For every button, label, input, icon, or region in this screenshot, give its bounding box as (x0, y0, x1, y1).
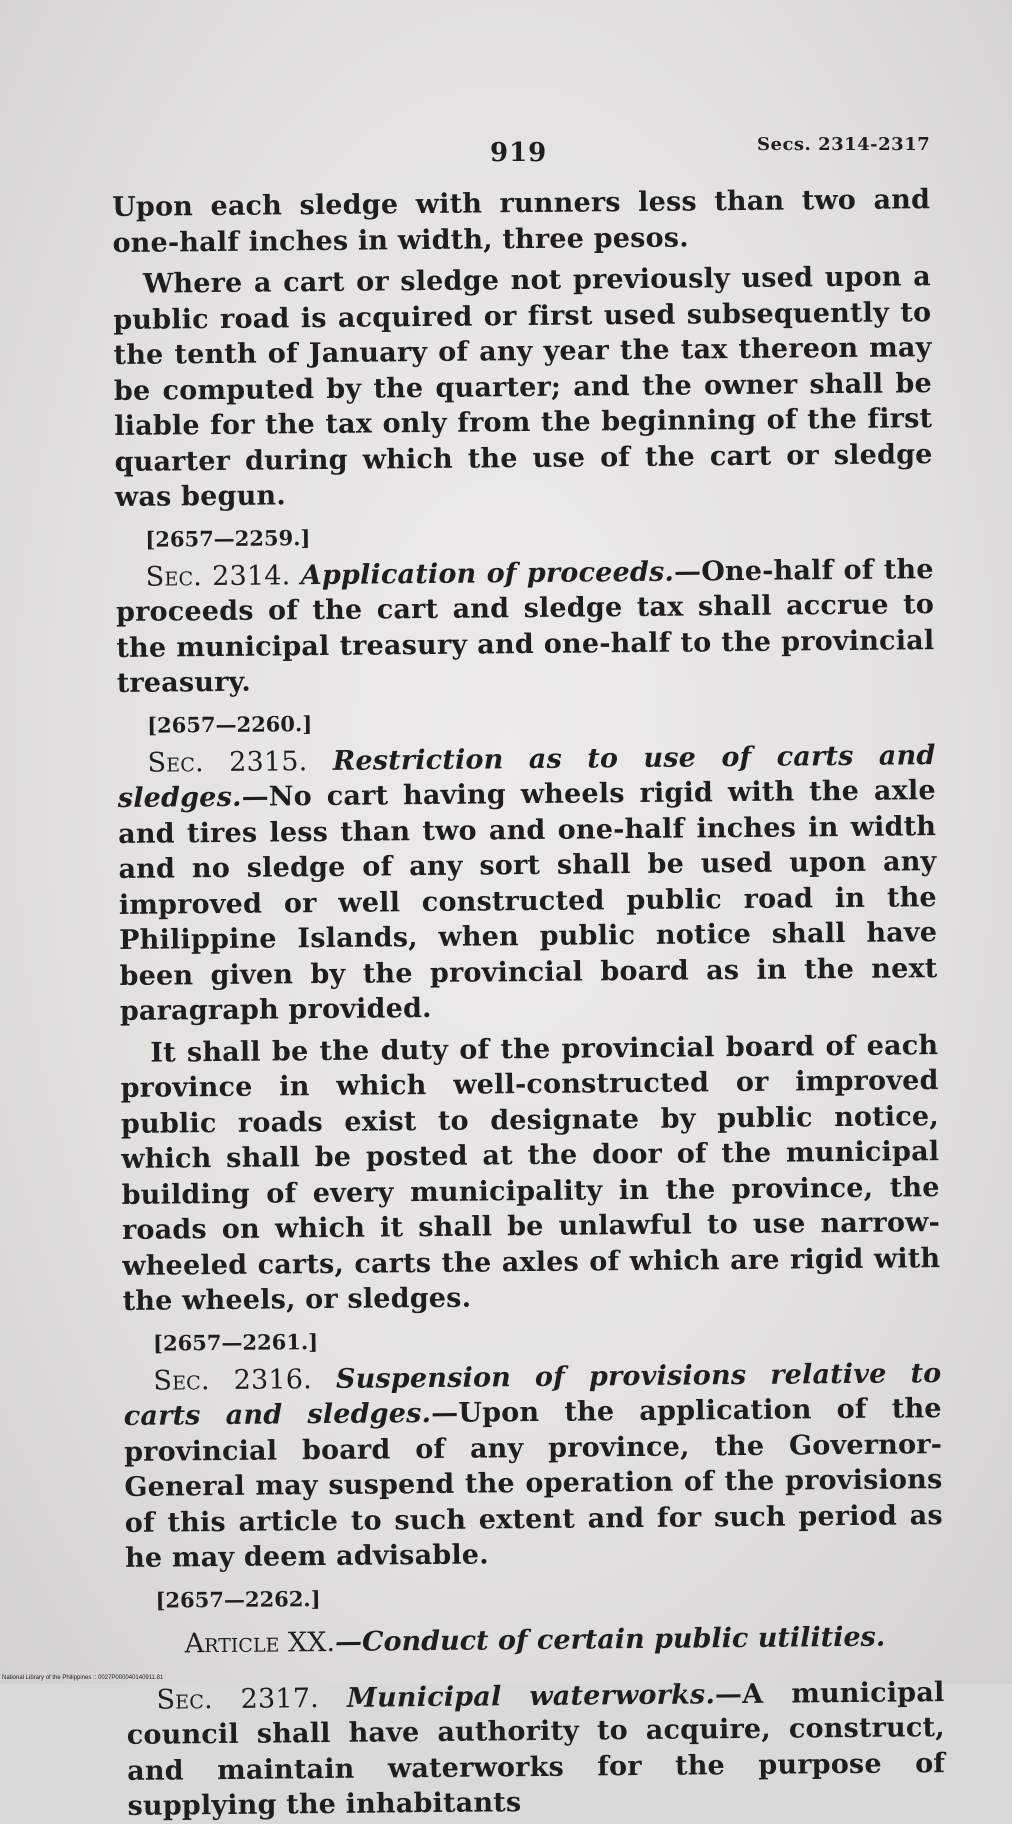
section-text: —Upon the application of the provincial board of any province, the Governor-General may suspend the operation of the provisions of this article to such extent and for such period as he may deem advisable. (123, 1393, 943, 1574)
section-label: Sec. (153, 1364, 210, 1397)
body-text (112, 182, 946, 1824)
paragraph-provincial-board-duty: It shall be the duty of the provincial board of each province in which well-constructed or improved public roads exist to designate by public notice, which shall be posted at the door of the municipal building of every municipality in the province, the roads on which it shall be unlawful to use narrow-wheeled carts, carts the axles of which are rigid with the wheels, or sledges. (120, 1029, 941, 1317)
section-text: —No cart having wheels rigid with the axle and tires less than two and one-half inches in width and no sledge of any sort shall be used upon any improved or well constructed public road in the Philippine Islands, when public notice shall have been given by the provincial board as in the next paragraph provided. (118, 775, 938, 1027)
section-label: Sec. (147, 746, 204, 779)
section-2316 (123, 1356, 943, 1577)
citation: [2657—2259.] (145, 524, 311, 552)
citation: [2657—2260.] (147, 710, 313, 738)
section-title: Application of proceeds. (300, 556, 675, 591)
paragraph-quarter-computation: Where a cart or sledge not previously used upon a public road is acquired or first used subsequently to the tenth of January of any year the tax thereon may be computed by the quarter; and the owner shall be liable for the tax only from the beginning of the first quarter during which the use of the cart or sledge was begun. (113, 261, 933, 513)
paragraph-sledge-tax: Upon each sledge with runners less than two and one-half inches in width, three pesos. (112, 184, 931, 259)
article-number: XX. (287, 1626, 336, 1658)
section-text: —A municipal council shall have authority to acquire, construct, and maintain waterworks for the purpose of supplying the inhabitants (126, 1676, 946, 1822)
section-number: 2316. (233, 1363, 313, 1396)
section-range: Secs. 2314-2317 (757, 134, 931, 155)
section-number: 2317. (240, 1682, 320, 1715)
page-header (0, 130, 1012, 170)
section-title: Restriction as to use of carts and sledges. (117, 739, 936, 814)
library-footer: National Library of the Philippines :: 0027P000040140911.81 (2, 1675, 164, 1681)
section-text: —One-half of the proceeds of the cart and sledge tax shall accrue to the municipal treasury and one-half to the provincial treasury. (115, 553, 935, 699)
section-label: Sec. (145, 560, 203, 593)
section-number: 2314. (212, 559, 291, 592)
article-title: —Conduct of certain public utilities. (334, 1621, 886, 1658)
citation: [2657—2262.] (155, 1585, 321, 1613)
article-label: Article (184, 1626, 280, 1659)
section-number: 2315. (228, 745, 308, 778)
section-2317 (126, 1675, 945, 1824)
page-number: 919 (490, 138, 548, 168)
article-heading (126, 1619, 944, 1663)
section-title: Suspension of provisions relative to carts and sledges. (123, 1357, 942, 1432)
section-2314 (116, 552, 935, 702)
section-label: Sec. (156, 1683, 213, 1716)
section-title: Municipal waterworks. (346, 1678, 716, 1714)
section-2315 (117, 738, 938, 1030)
citation: [2657—2261.] (152, 1328, 319, 1356)
